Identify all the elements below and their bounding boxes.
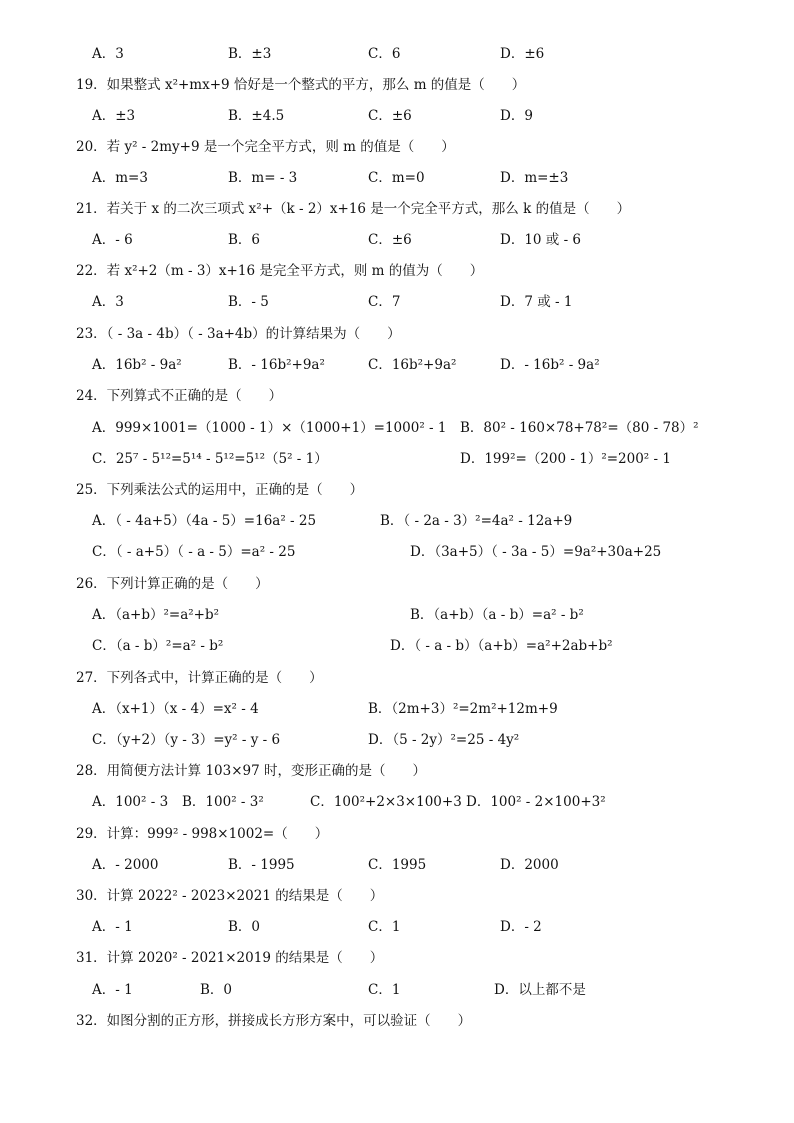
option-b: B．±4.5 — [228, 108, 285, 124]
option-b: B．0 — [228, 919, 261, 935]
option-a: A．（a+b）²=a²+b² — [92, 607, 220, 623]
option-b: B．±3 — [228, 46, 272, 62]
option-c: C．100²+2×3×100+3 — [310, 794, 462, 810]
option-d: D．100² - 2×100+3² — [466, 794, 606, 810]
option-d: D．- 2 — [500, 919, 542, 935]
option-c: C．25⁷ - 5¹²=5¹⁴ - 5¹²=5¹²（5² - 1） — [92, 451, 328, 467]
option-a: A．（ - 4a+5）（4a - 5）=16a² - 25 — [92, 513, 317, 529]
question-25: 25．下列乘法公式的运用中，正确的是（ ） — [76, 482, 364, 498]
option-c: C．1 — [368, 919, 401, 935]
option-d: D．7 或 - 1 — [500, 294, 573, 310]
option-d: D．199²=（200 - 1）²=200² - 1 — [460, 451, 671, 467]
question-27: 27．下列各式中，计算正确的是（ ） — [76, 670, 323, 686]
option-a: A．m=3 — [92, 170, 148, 186]
option-c: C．1995 — [368, 857, 427, 873]
option-a: A．100² - 3 — [92, 794, 169, 810]
option-c: C．7 — [368, 294, 401, 310]
question-29: 29．计算：999² - 998×1002=（ ） — [76, 826, 329, 842]
option-d: D．2000 — [500, 857, 559, 873]
option-b: B．0 — [200, 982, 233, 998]
option-b: B．- 5 — [228, 294, 269, 310]
option-b: B．6 — [228, 232, 261, 248]
option-c: C．（y+2）（y - 3）=y² - y - 6 — [92, 732, 281, 748]
option-c: C．±6 — [368, 108, 412, 124]
option-d: D．（3a+5）（ - 3a - 5）=9a²+30a+25 — [410, 544, 662, 560]
option-c: C．（a - b）²=a² - b² — [92, 638, 224, 654]
question-31: 31．计算 2020² - 2021×2019 的结果是（ ） — [76, 950, 384, 966]
question-23: 23．（ - 3a - 4b）（ - 3a+4b）的计算结果为（ ） — [76, 326, 401, 342]
option-a: A．3 — [92, 294, 124, 310]
option-c: C．m=0 — [368, 170, 425, 186]
option-a: A．- 2000 — [92, 857, 159, 873]
question-30: 30．计算 2022² - 2023×2021 的结果是（ ） — [76, 888, 384, 904]
question-32: 32．如图分割的正方形，拼接成长方形方案中，可以验证（ ） — [76, 1013, 472, 1029]
option-d: D．10 或 - 6 — [500, 232, 582, 248]
option-a: A．16b² - 9a² — [92, 357, 182, 373]
question-20: 20．若 y² - 2my+9 是一个完全平方式，则 m 的值是（ ） — [76, 139, 455, 155]
option-b: B．- 1995 — [228, 857, 295, 873]
option-c: C．6 — [368, 46, 401, 62]
option-d: D．以上都不是 — [494, 982, 586, 998]
question-22: 22．若 x²+2（m - 3）x+16 是完全平方式，则 m 的值为（ ） — [76, 263, 484, 279]
option-d: D．±6 — [500, 46, 545, 62]
option-d: D．9 — [500, 108, 533, 124]
option-b: B．（2m+3）²=2m²+12m+9 — [368, 701, 558, 717]
option-a: A．3 — [92, 46, 124, 62]
option-a: A．（x+1）（x - 4）=x² - 4 — [92, 701, 259, 717]
option-a: A．- 1 — [92, 982, 133, 998]
question-26: 26．下列计算正确的是（ ） — [76, 576, 269, 592]
question-24: 24．下列算式不正确的是（ ） — [76, 388, 283, 404]
option-a: A．- 1 — [92, 919, 133, 935]
option-a: A．999×1001=（1000 - 1）×（1000+1）=1000² - 1 — [92, 420, 447, 436]
option-c: C．±6 — [368, 232, 412, 248]
question-21: 21．若关于 x 的二次三项式 x²+（k - 2）x+16 是一个完全平方式，那么 k 的值是（ ） — [76, 201, 631, 217]
option-d: D．m=±3 — [500, 170, 569, 186]
option-b: B．80² - 160×78+78²=（80 - 78）² — [460, 420, 699, 436]
option-d: D．- 16b² - 9a² — [500, 357, 600, 373]
option-c: C．16b²+9a² — [368, 357, 457, 373]
option-b: B．100² - 3² — [182, 794, 264, 810]
option-a: A．±3 — [92, 108, 136, 124]
option-c: C．（ - a+5）（ - a - 5）=a² - 25 — [92, 544, 296, 560]
question-28: 28．用简便方法计算 103×97 时，变形正确的是（ ） — [76, 763, 427, 779]
question-19: 19．如果整式 x²+mx+9 恰好是一个整式的平方，那么 m 的值是（ ） — [76, 77, 526, 93]
option-d: D．（ - a - b）（a+b）=a²+2ab+b² — [390, 638, 613, 654]
option-a: A．- 6 — [92, 232, 133, 248]
option-d: D．（5 - 2y）²=25 - 4y² — [368, 732, 520, 748]
option-c: C．1 — [368, 982, 401, 998]
option-b: B．（a+b）（a - b）=a² - b² — [410, 607, 584, 623]
option-b: B．m= - 3 — [228, 170, 298, 186]
option-b: B．（ - 2a - 3）²=4a² - 12a+9 — [380, 513, 573, 529]
option-b: B．- 16b²+9a² — [228, 357, 325, 373]
